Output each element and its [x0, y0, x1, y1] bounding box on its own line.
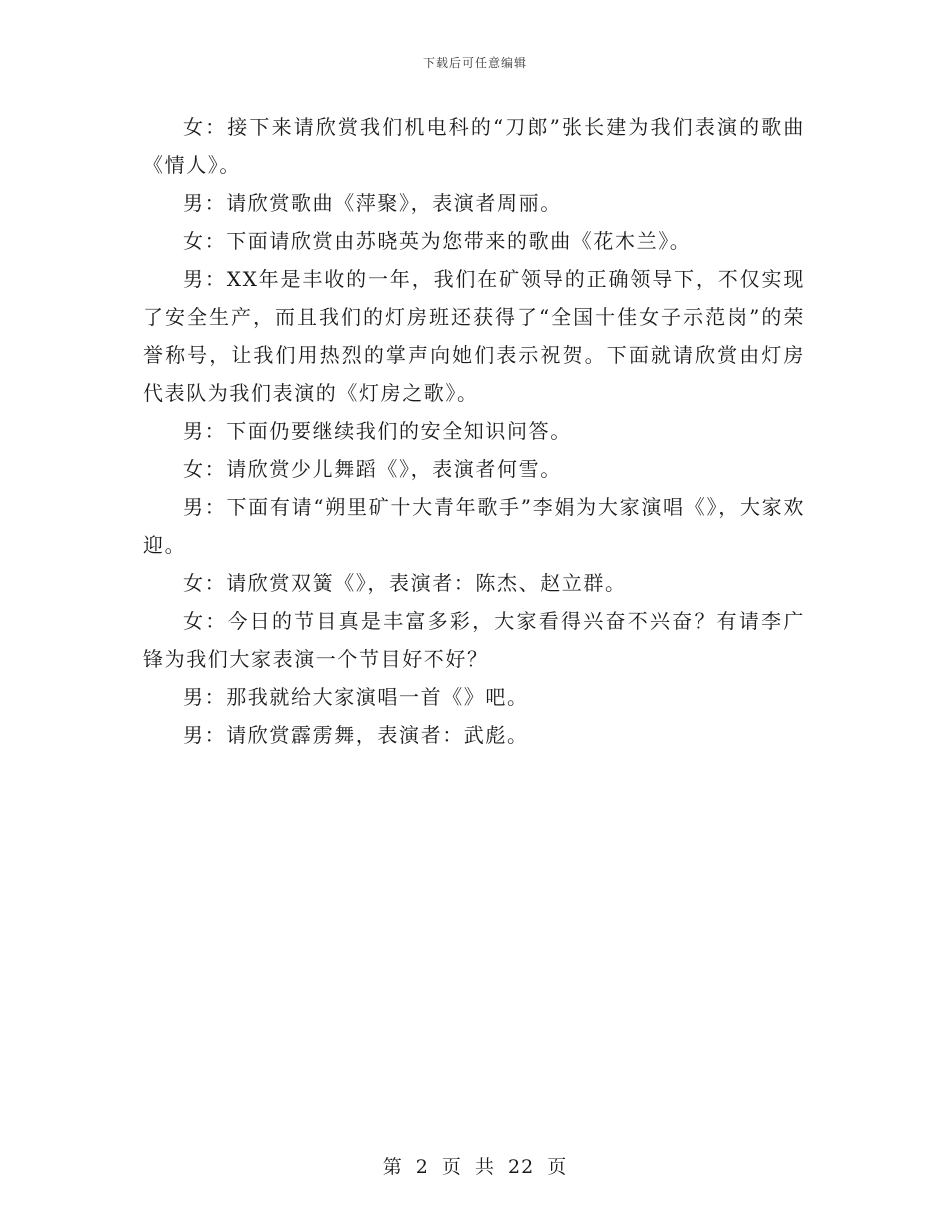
paragraph: 女：接下来请欣赏我们机电科的“刀郎”张长建为我们表演的歌曲《情人》。	[143, 115, 805, 177]
document-body	[143, 108, 805, 754]
paragraph: 女：下面请欣赏由苏晓英为您带来的歌曲《花木兰》。	[183, 229, 692, 253]
paragraph: 男：请欣赏霹雳舞，表演者：武彪。	[183, 723, 529, 747]
paragraph: 女：今日的节目真是丰富多彩，大家看得兴奋不兴奋？有请李广锋为我们大家表演一个节目好不好？	[143, 609, 805, 671]
page-number-footer: 第 2 页 共 22 页	[382, 1156, 568, 1178]
paragraph: 男：下面有请“朔里矿十大青年歌手”李娟为大家演唱《》，大家欢迎。	[143, 495, 805, 557]
paragraph: 男：XX年是丰收的一年，我们在矿领导的正确领导下，不仅实现了安全生产，而且我们的灯房班还获得了“全国十佳女子示范岗”的荣誉称号，让我们用热烈的掌声向她们表示祝贺。下面就请欣赏由灯房代表队为我们表演的《灯房之歌》。	[143, 267, 805, 405]
paragraph: 男：那我就给大家演唱一首《》吧。	[183, 685, 529, 709]
paragraph: 女：请欣赏双簧《》，表演者：陈杰、赵立群。	[183, 571, 627, 595]
paragraph: 男：请欣赏歌曲《萍聚》，表演者周丽。	[183, 191, 562, 215]
paragraph: 女：请欣赏少儿舞蹈《》，表演者何雪。	[183, 457, 562, 481]
paragraph: 男：下面仍要继续我们的安全知识问答。	[183, 419, 572, 443]
page-header: 下载后可任意编辑	[422, 56, 527, 70]
